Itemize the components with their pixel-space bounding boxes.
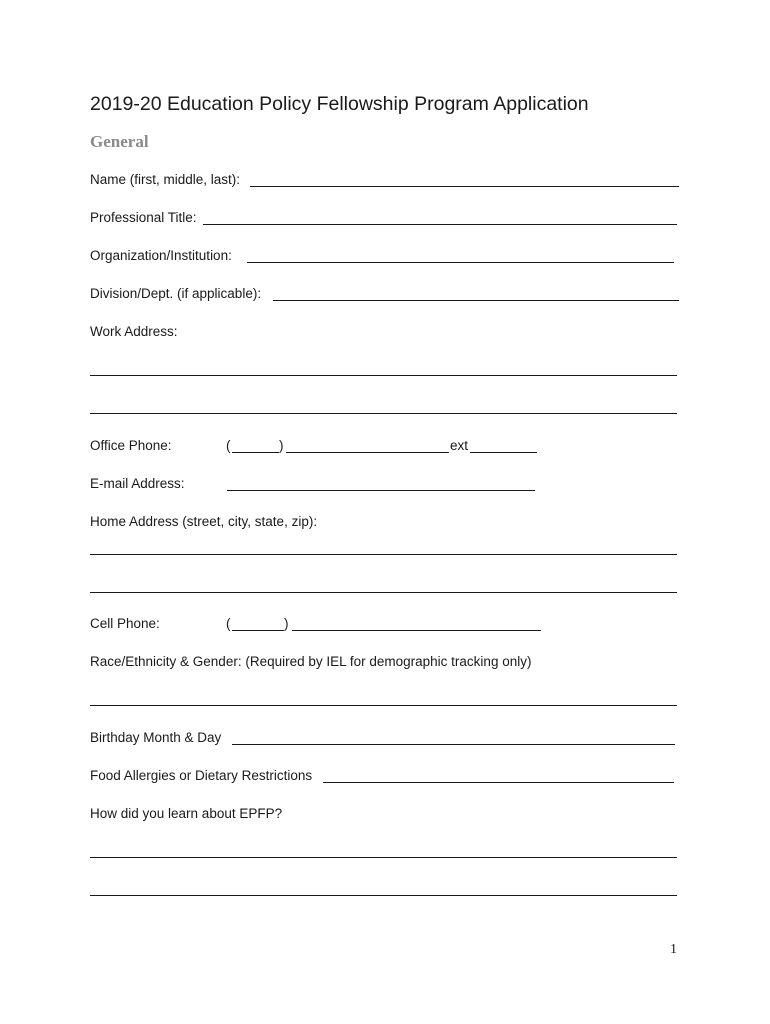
organization-field-row: [90, 247, 680, 265]
cell-phone-area-close-paren: ): [284, 616, 289, 631]
work-address-line-1[interactable]: [90, 375, 677, 376]
email-field-row: [90, 475, 550, 493]
cell-phone-number-line[interactable]: [292, 615, 541, 631]
learn-about-line-1[interactable]: [90, 857, 677, 858]
organization-label: Organization/Institution:: [90, 248, 232, 263]
home-address-line-1[interactable]: [90, 554, 677, 555]
office-phone-label: Office Phone:: [90, 438, 172, 453]
race-gender-field-row: [90, 653, 680, 671]
office-phone-area-close-paren: ): [279, 438, 284, 453]
food-allergies-input-line[interactable]: [323, 767, 674, 783]
work-address-line-2[interactable]: [90, 413, 677, 414]
document-title: 2019-20 Education Policy Fellowship Program Application: [90, 93, 589, 115]
birthday-input-line[interactable]: [232, 729, 675, 745]
division-input-line[interactable]: [273, 285, 679, 301]
professional-title-label: Professional Title:: [90, 210, 197, 225]
name-field-row: [90, 171, 680, 189]
birthday-label: Birthday Month & Day: [90, 730, 222, 745]
office-phone-ext-line[interactable]: [470, 437, 537, 453]
office-phone-ext-label: ext: [450, 438, 469, 453]
section-heading-general: General: [90, 132, 149, 151]
division-field-row: [90, 285, 680, 303]
work-address-field-row: [90, 323, 680, 341]
name-input-line[interactable]: [250, 171, 679, 187]
cell-phone-field-row: [90, 615, 550, 633]
cell-phone-area-open-paren: (: [226, 616, 231, 631]
organization-input-line[interactable]: [247, 247, 674, 263]
learn-about-line-2[interactable]: [90, 895, 677, 896]
learn-about-label: How did you learn about EPFP?: [90, 806, 283, 821]
office-phone-area-open-paren: (: [226, 438, 231, 453]
birthday-field-row: [90, 729, 680, 747]
office-phone-area-code-line[interactable]: [232, 437, 279, 453]
name-label: Name (first, middle, last):: [90, 172, 241, 187]
work-address-label: Work Address:: [90, 324, 178, 339]
learn-about-field-row: [90, 805, 680, 823]
cell-phone-label: Cell Phone:: [90, 616, 160, 631]
page-number: 1: [670, 942, 677, 957]
home-address-field-row: [90, 513, 680, 531]
home-address-line-2[interactable]: [90, 592, 677, 593]
race-gender-input-line[interactable]: [90, 705, 677, 706]
professional-title-field-row: [90, 209, 680, 227]
home-address-label: Home Address (street, city, state, zip):: [90, 514, 318, 529]
cell-phone-area-code-line[interactable]: [232, 615, 284, 631]
food-allergies-label: Food Allergies or Dietary Restrictions: [90, 768, 313, 783]
office-phone-number-line[interactable]: [286, 437, 449, 453]
professional-title-input-line[interactable]: [203, 209, 677, 225]
email-label: E-mail Address:: [90, 476, 185, 491]
food-allergies-field-row: [90, 767, 680, 785]
division-label: Division/Dept. (if applicable):: [90, 286, 262, 301]
office-phone-field-row: [90, 437, 550, 455]
race-gender-label: Race/Ethnicity & Gender: (Required by IEL for demographic tracking only): [90, 654, 532, 669]
email-input-line[interactable]: [227, 475, 535, 491]
